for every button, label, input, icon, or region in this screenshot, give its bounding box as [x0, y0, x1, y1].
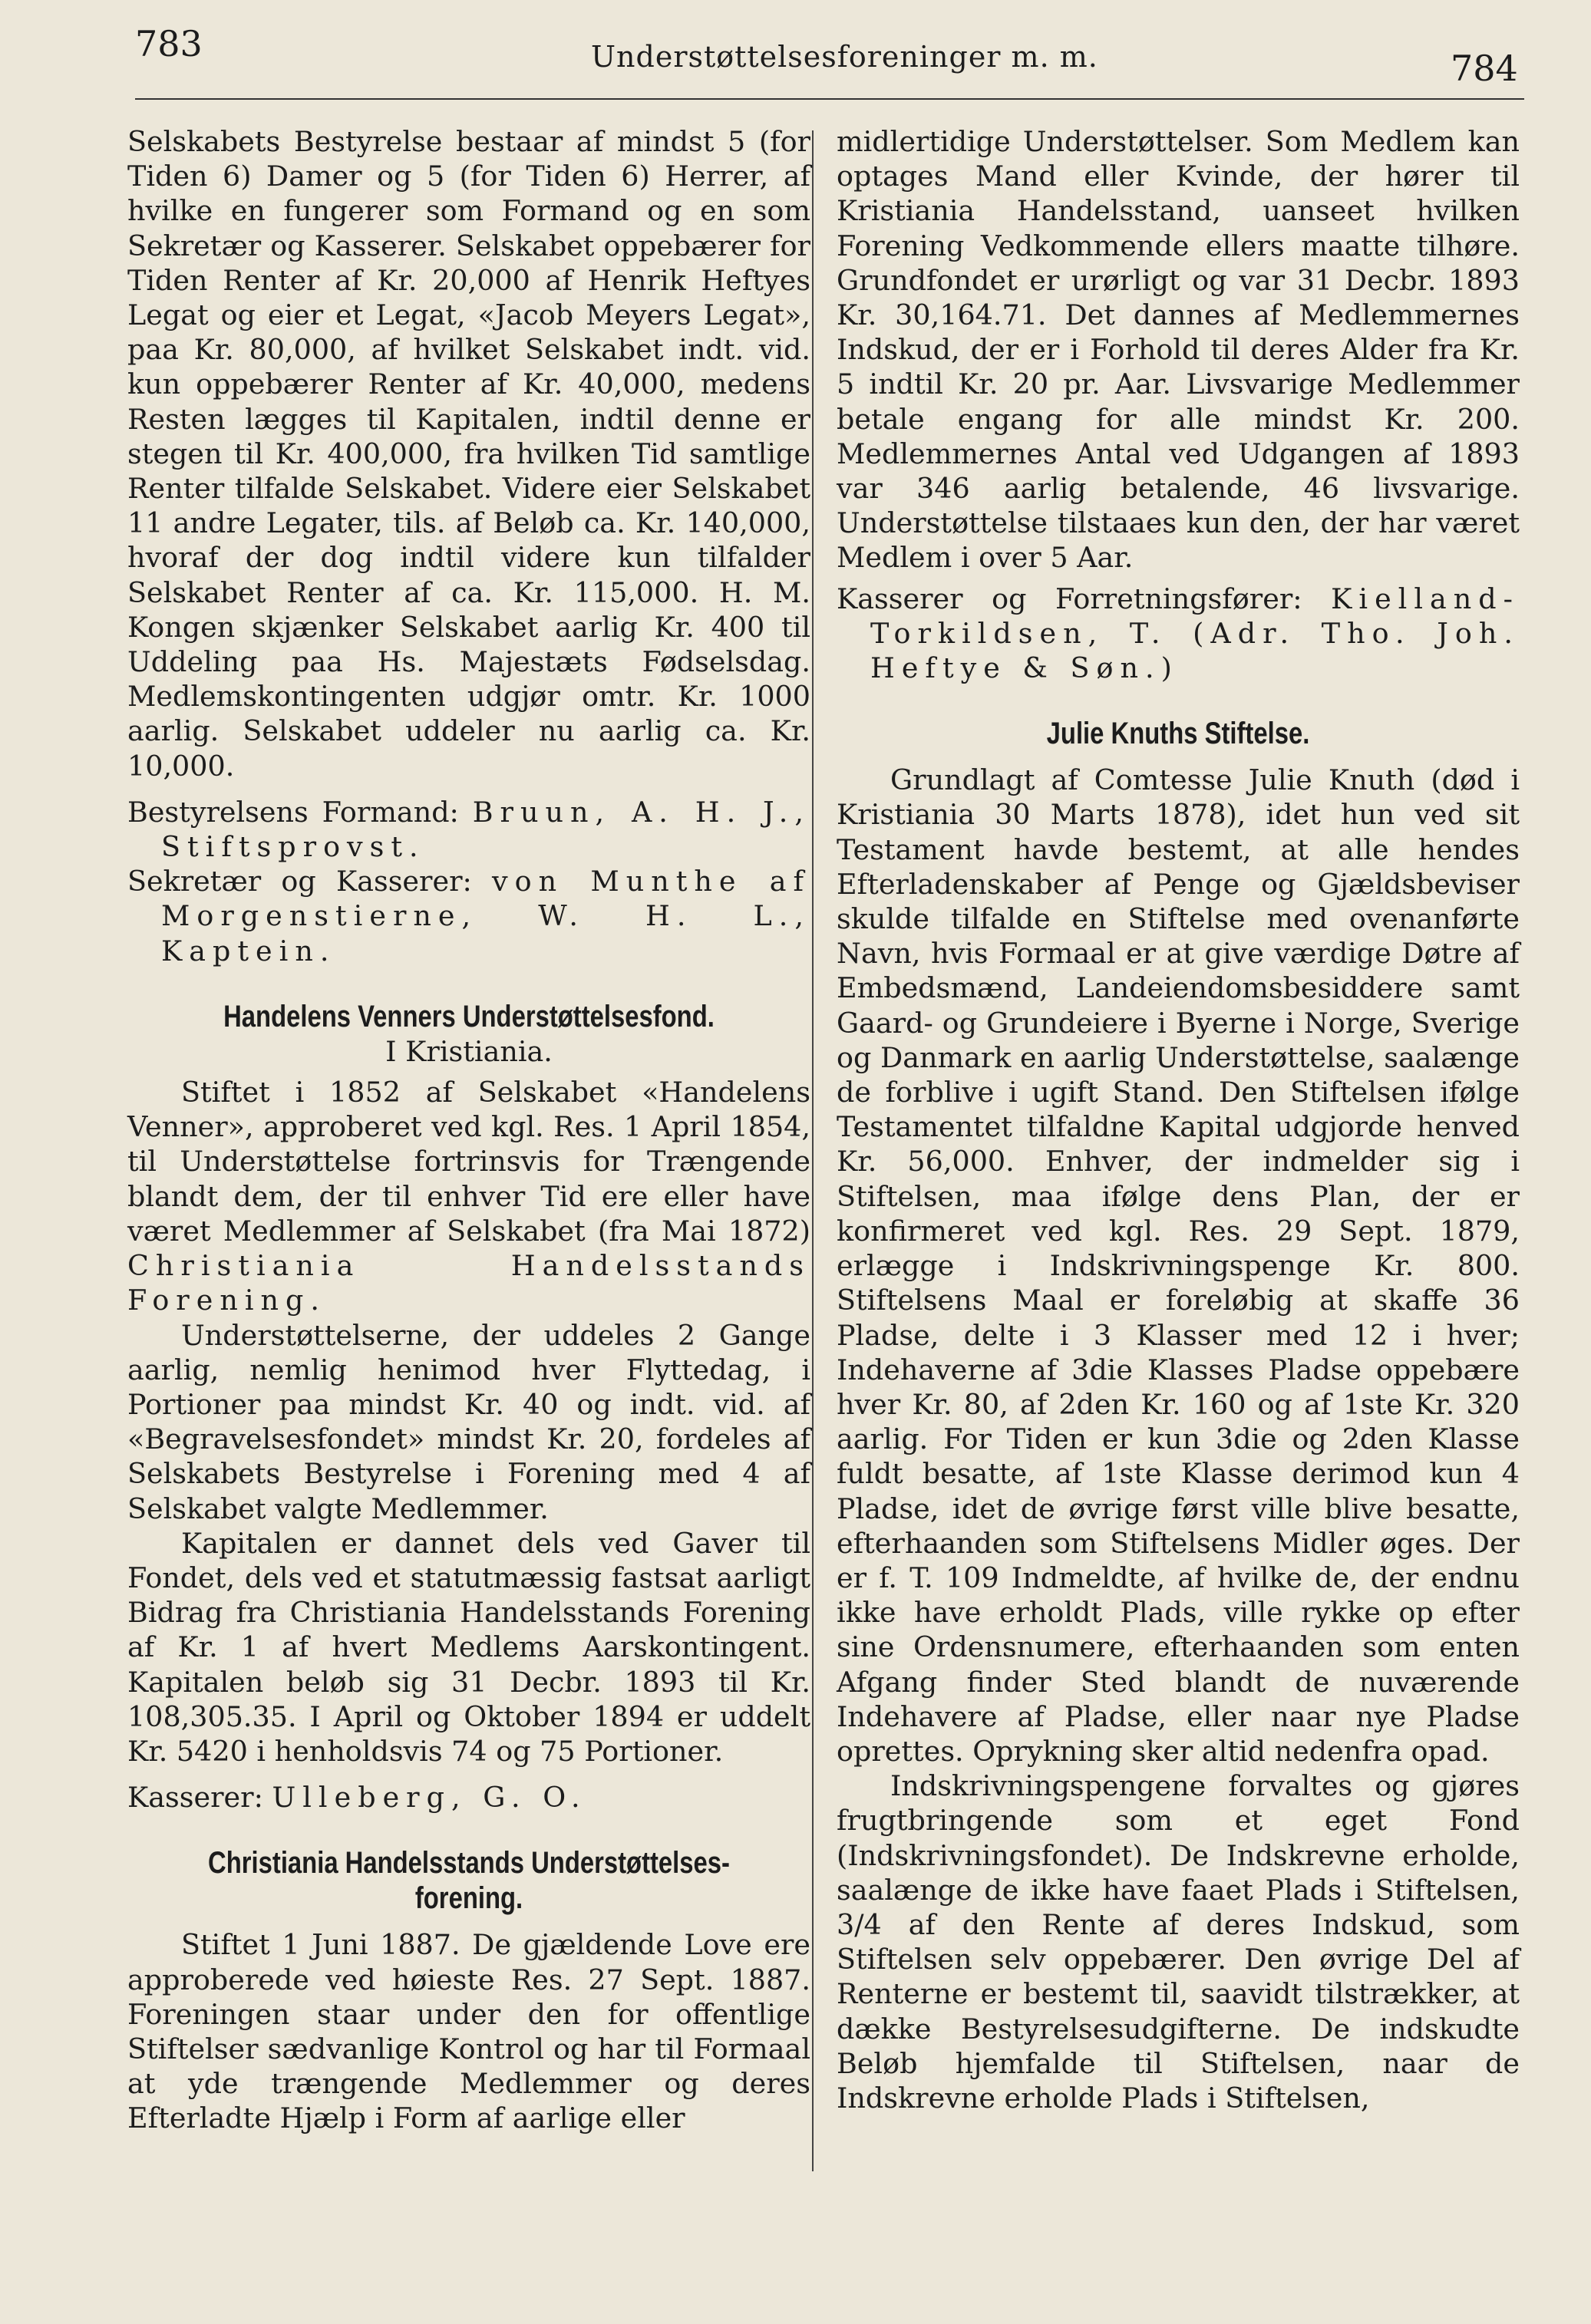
section-title-handelsstands-forening: Christiania Handelsstands Understøttelses-forening.: [208, 1846, 730, 1916]
section1-paragraph-1: Stiftet i 1852 af Selskabet «Handelens Venner», approberet ved kgl. Res. 1 April 1854, til Understøttelse fortrinsvis for Trængende blandt dem, der til enhver Tid ere eller have været Medlemmer af Selskabet (fra Mai 1872) Christiania Handelsstands Forening.: [127, 1076, 810, 1317]
cashier-name: Ulleberg, G. O.: [272, 1781, 587, 1815]
section-subtitle: I Kristiania.: [385, 1034, 553, 1068]
manager-label: Kasserer og Forretningsfører:: [837, 582, 1302, 615]
secretary-entry: [127, 864, 810, 968]
section1-paragraph-2: Understøttelserne, der uddeles 2 Gange aarlig, nemlig henimod hver Flyttedag, i Portioner paa mindst Kr. 40 og indt. vid. af «Begravelsesfondet» mindst Kr. 20, fordeles af Selskabets Bestyrelse i Forening med 4 af Selskabet valgte Medlemmer.: [127, 1318, 810, 1525]
section2-paragraph-1: Stiftet 1 Juni 1887. De gjældende Love ere approberede ved høieste Res. 27 Sept. 1887. Foreningen staar under den for offentlige Stiftelser sædvanlige Kontrol og har til Formaal at yde trængende Medlemmer og deres Efterladte Hjælp i Form af aarlige eller: [127, 1928, 810, 2135]
secretary-label: Sekretær og Kasserer:: [127, 865, 472, 898]
chairman-label: Bestyrelsens Formand:: [127, 795, 459, 829]
left-page-number: 783: [135, 23, 203, 64]
manager-name: Kielland-Torkildsen, T. (Adr. Tho. Joh. Heftye & Søn.): [870, 582, 1520, 685]
section3-paragraph-1: Grundlagt af Comtesse Julie Knuth (død i Kristiania 30 Marts 1878), idet hun ved sit Testament havde bestemt, at alle hendes Efterladenskaber af Penge og Gjældsbeviser skulde tilfalde en Stiftelse med ovenanførte Navn, hvis Formaal er at give værdige Døtre af Embedsmænd, Landeiendomsbesiddere samt Gaard- og Grundeiere i Byerne i Norge, Sverige og Danmark en aarlig Understøttelse, saalænge de forblive i ugift Stand. Den Stiftelsen ifølge Testamentet tilfaldne Kapital udgjorde henved Kr. 56,000. Enhver, der indmelder sig i Stiftelsen, maa ifølge dens Plan, der er konfirmeret ved kgl. Res. 29 Sept. 1879, erlægge i Indskrivningspenge Kr. 800. Stiftelsens Maal er foreløbig at skaffe 36 Pladse, delte i 3 Klasser med 12 i hver; Indehaverne af 3die Klasses Pladse oppebære hver Kr. 80, af 2den Kr. 160 og af 1ste Kr. 320 aarlig. For Tiden er kun 3die og 2den Klasse fuldt besatte, af 1ste Klasse derimod kun 4 Pladse, idet de øvrige først ville blive besatte, efterhaanden som Stiftelsens Midler øges. Der er f. T. 109 Indmeldte, af hvilke de, der endnu ikke have erholdt Plads, ville rykke op efter sine Ordensnumere, efterhaanden som enten Afgang finder Sted blandt de nuværende Indehavere af Pladse, eller naar nye Pladse oprettes. Oprykning sker altid nedenfra opad.: [837, 763, 1520, 1768]
chairman-name: Bruun, A. H. J., Stiftsprovst.: [161, 795, 811, 864]
cashier-entry: [127, 1780, 810, 1815]
section3-paragraph-2: Indskrivningspengene forvaltes og gjøres frugtbringende som et eget Fond (Indskrivningsfondet). De Indskrevne erholde, saalænge de ikke have faaet Plads i Stiftelsen, 3/4 af den Rente af deres Indskud, som Stiftelsen selv oppebærer. Den øvrige Del af Renterne er bestemt til, saavidt tilstrækker, at dække Bestyrelsesudgifterne. De indskudte Beløb hjemfalde til Stiftelsen, naar de Indskrevne erholde Plads i Stiftelsen,: [837, 1769, 1520, 2115]
continued-paragraph: midlertidige Understøttelser. Som Medlem kan optages Mand eller Kvinde, der hører til Kristiania Handelsstand, uanseet hvilken Forening Vedkommende ellers maatte tilhøre. Grundfondet er urørligt og var 31 Decbr. 1893 Kr. 30,164.71. Det dannes af Medlemmernes Indskud, der er i Forhold til deres Alder fra Kr. 5 indtil Kr. 20 pr. Aar. Livsvarige Medlemmer betale engang for alle mindst Kr. 200. Medlemmernes Antal ved Udgangen af 1893 var 346 aarlig betalende, 46 livsvarige. Understøttelse tilstaaes kun den, der har været Medlem i over 5 Aar.: [837, 125, 1520, 575]
intro-paragraph: Selskabets Bestyrelse bestaar af mindst 5 (for Tiden 6) Damer og 5 (for Tiden 6) Herrer, af hvilke en fungerer som Formand og en som Sekretær og Kasserer. Selskabet oppebærer for Tiden Renter af Kr. 20,000 af Henrik Heftyes Legat og eier et Legat, «Jacob Meyers Legat», paa Kr. 80,000, af hvilket Selskabet indt. vid. kun oppebærer Renter af Kr. 40,000, medens Resten lægges til Kapitalen, indtil denne er stegen til Kr. 400,000, fra hvilken Tid samtlige Renter tilfalde Selskabet. Videre eier Selskabet 11 andre Legater, tils. af Beløb ca. Kr. 140,000, hvoraf der dog indtil videre kun tilfalder Selskabet Renter af ca. Kr. 115,000. H. M. Kongen skjænker Selskabet aarlig Kr. 400 til Uddeling paa Hs. Majestæts Fødselsdag. Medlemskontingenten udgjør omtr. Kr. 1000 aarlig. Selskabet uddeler nu aarlig ca. Kr. 10,000.: [127, 125, 810, 783]
section-title-handelens-venners: Handelens Venners Understøttelsesfond.: [223, 999, 715, 1033]
header-rule: [135, 98, 1524, 100]
chairman-entry: [127, 795, 810, 864]
right-column: [837, 124, 1520, 2115]
section1-paragraph-3: Kapitalen er dannet dels ved Gaver til Fondet, dels ved et statutmæssig fastsat aarligt Bidrag fra Christiania Handelsstands Forening af Kr. 1 af hvert Medlems Aarskontingent. Kapitalen beløb sig 31 Decbr. 1893 til Kr. 108,305.35. I April og Oktober 1894 er uddelt Kr. 5420 i henholdsvis 74 og 75 Portioner.: [127, 1526, 810, 1768]
right-page-number: 784: [1451, 48, 1518, 89]
cashier-label: Kasserer:: [127, 1781, 263, 1815]
running-header-title: Understøttelsesforeninger m. m.: [591, 40, 1098, 74]
left-column: [127, 124, 810, 2136]
column-divider: [812, 130, 814, 2171]
secretary-name: von Munthe af Morgenstierne, W. H. L., Kaptein.: [161, 865, 810, 968]
section-title-julie-knuths: Julie Knuths Stiftelse.: [1046, 717, 1310, 751]
manager-entry: [837, 582, 1520, 686]
